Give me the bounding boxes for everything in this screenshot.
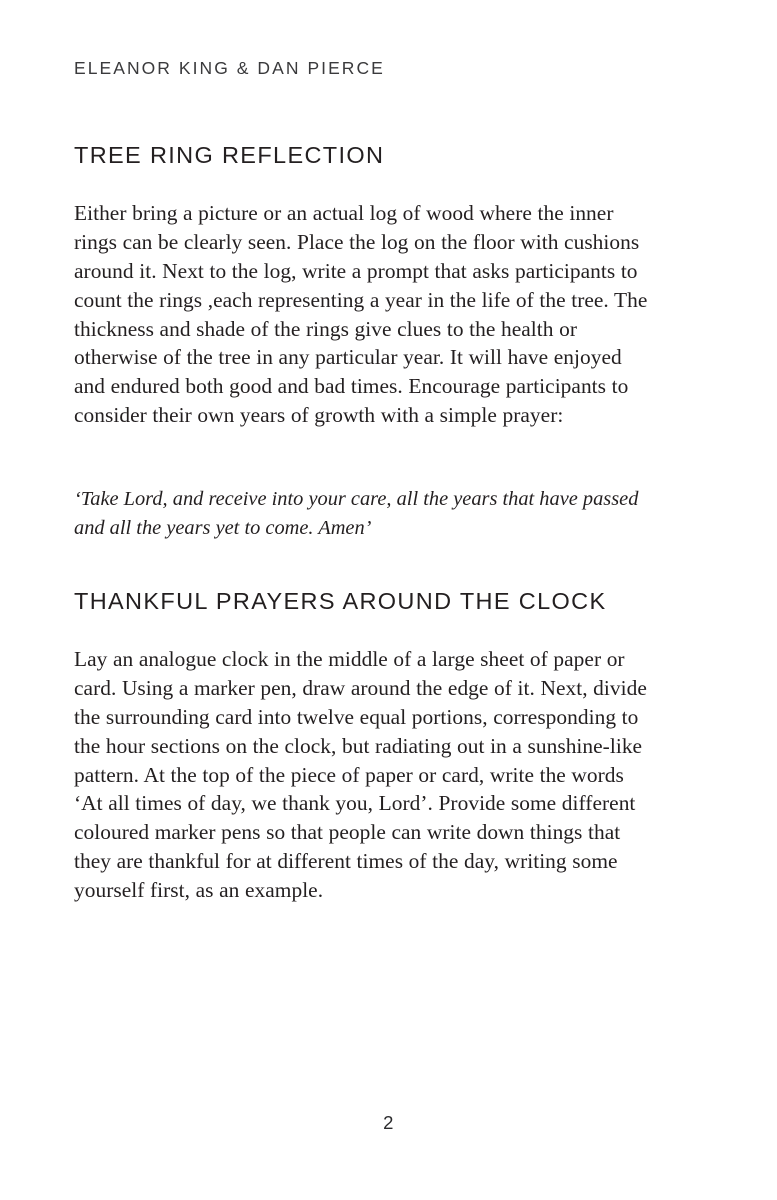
body-paragraph-tree-ring-reflection: Either bring a picture or an actual log of wood where the inner rings can be clearly seen. Place the log on the floor with cushions around it. Next to the log, write a prompt that asks participants to count the rings ,each representing a year in the life of the tree. The thickness and shade of the rings give clues to the health or otherwise of the tree in any particular year. It will have enjoyed and endured both good and bad times. Encourage participants to consider their own years of growth with a simple prayer: bbox=[74, 201, 648, 427]
running-head: ELEANOR KING & DAN PIERCE bbox=[74, 58, 385, 78]
section-heading-thankful-prayers-around-the-clock: THANKFUL PRAYERS AROUND THE CLOCK bbox=[74, 587, 607, 614]
body-paragraph-thankful-prayers-around-the-clock: Lay an analogue clock in the middle of a large sheet of paper or card. Using a marker pen, draw around the edge of it. Next, divide the surrounding card into twelve equal portions, corresponding to the hour sections on the clock, but radiating out in a sunshine-like pattern. At the top of the piece of paper or card, write the words ‘At all times of day, we thank you, Lord’. Provide some different coloured marker pens so that people can write down things that they are thankful for at different times of the day, writing some yourself first, as an example. bbox=[74, 647, 647, 902]
prayer-quote-tree-ring-reflection: ‘Take Lord, and receive into your care, all the years that have passed and all the years yet to come. Amen’ bbox=[74, 488, 639, 540]
page-number: 2 bbox=[383, 1112, 394, 1133]
section-heading-tree-ring-reflection: TREE RING REFLECTION bbox=[74, 141, 385, 168]
